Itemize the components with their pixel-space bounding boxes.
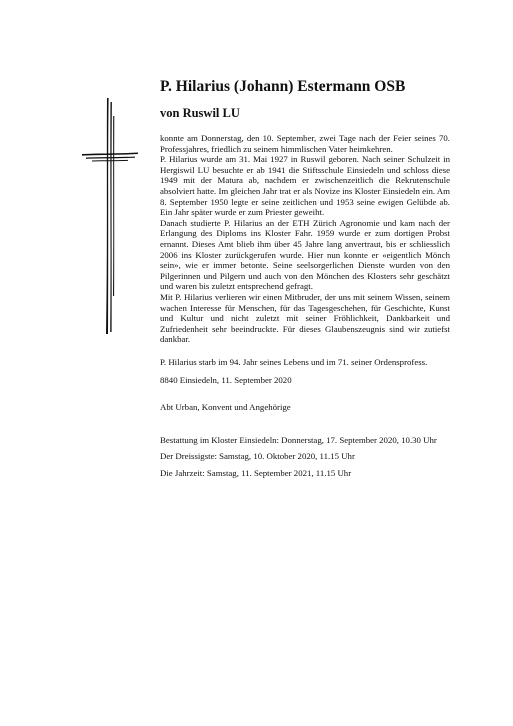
body-paragraph: Danach studierte P. Hilarius an der ETH Zürich Agronomie und kam nach der Erlangung des Diploms ins Kloster Fahr. 1959 wurde er zum dortigen Probst ernannt. Dieses Amt blieb ihm über 45 Jahre lang anvertraut, bis er schliesslich 2006 ins Kloster zurückgerufen wurde. Hier nun konnte er «eigentlich Mönch sein», wie er immer betonte. Seine seelsorgerlichen Dienste wurden von den Pilgerinnen und Pilgern und auch von den Mönchen des Klosters sehr geschätzt und waren bis zuletzt entsprechend gefragt. (160, 217, 450, 292)
body-paragraph: P. Hilarius wurde am 31. Mai 1927 in Ruswil geboren. Nach seiner Schulzeit in Hergiswil LU besuchte er ab 1941 die Stiftsschule Einsiedeln und schloss diese 1949 mit der Matura ab, nachdem er zwischenzeitlich die Rekrutenschule absolviert hatte. Im gleichen Jahr trat er als Novize ins Kloster Einsiedeln ein. Am 8. September 1950 legte er seine zeitlichen und 1953 seine ewigen Gelübde ab. Ein Jahr später wurde er zum Priester geweiht. (160, 154, 450, 218)
body-paragraph: Mit P. Hilarius verlieren wir einen Mitbruder, der uns mit seinem Wissen, seinem wachen Interesse für Menschen, für das Tagesgeschehen, für Geschichte, Kunst und Kultur und nicht zuletzt mit seiner Fröhlichkeit, Dankbarkeit und Zufriedenheit sehr beeindruckte. Für dieses Glaubenszeugnis sind wir zutiefst dankbar. (160, 291, 450, 345)
signatories: Abt Urban, Konvent und Angehörige (160, 402, 291, 413)
anniversary-date: Die Jahrzeit: Samstag, 11. September 2021, 11.15 Uhr (160, 467, 352, 478)
obituary-body (160, 133, 450, 345)
death-note: P. Hilarius starb im 94. Jahr seines Lebens und im 71. seiner Ordensprofess. (160, 356, 428, 367)
obituary-content (160, 78, 450, 478)
obituary-title: P. Hilarius (Johann) Estermann OSB (160, 78, 406, 95)
funeral-date: Bestattung im Kloster Einsiedeln: Donnerstag, 17. September 2020, 10.30 Uhr (160, 434, 437, 445)
place-date: 8840 Einsiedeln, 11. September 2020 (160, 375, 292, 386)
body-paragraph: konnte am Donnerstag, den 10. September, zwei Tage nach der Feier seines 70. Professjahres, friedlich zu seinem himmlischen Vater heimkehren. (160, 133, 450, 154)
cross-icon (80, 96, 140, 336)
thirtieth-date: Der Dreissigste: Samstag, 10. Oktober 2020, 11.15 Uhr (160, 451, 355, 462)
obituary-subtitle: von Ruswil LU (160, 106, 240, 120)
